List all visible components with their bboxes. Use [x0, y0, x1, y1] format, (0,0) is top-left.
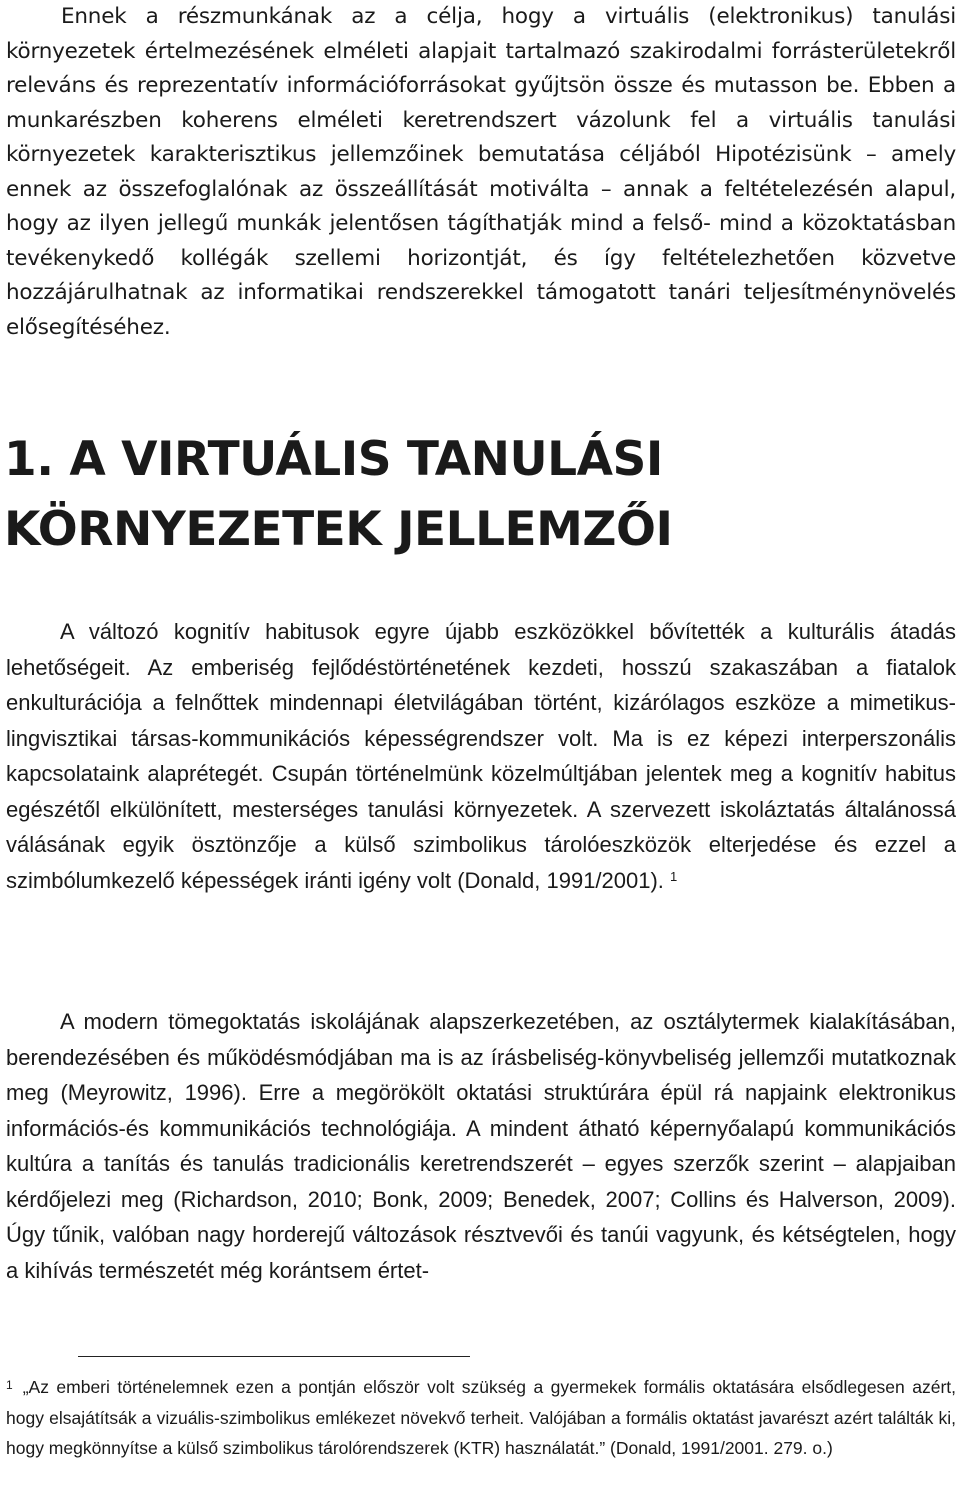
body-paragraph-2: A modern tömegoktatás iskolájának alapszerkezetében, az osztálytermek kialakításában, berendezésében és működésmódjában ma is az írásbeliség-könyvbeliség jellemzői mutatkoznak meg (Meyrowitz, 1996). Erre a megörökölt oktatási struktúrára épül rá napjaink elektronikus információs-és kommunikációs technológiája. A mindent átható képernyőalapú kommunikációs kultúra a tanítás és tanulás tradicionális keretrendszerét – egyes szerzők szerint – alapjaiban kérdőjelezi meg (Richardson, 2010; Bonk, 2009; Benedek, 2007; Collins és Halverson, 2009). Úgy tűnik, valóban nagy horderejű változások résztvevői és tanúi vagyunk, és kétségtelen, hogy a kihívás természetét még korántsem értet- — [6, 1009, 956, 1283]
section-heading — [4, 425, 954, 565]
footnote-marker: 1 — [6, 1378, 13, 1392]
body-paragraph-1 — [6, 614, 956, 898]
footnote-reference[interactable]: 1 — [670, 868, 678, 884]
footnote-text: „Az emberi történelemnek ezen a pontján először volt szükség a gyermekek formális oktatására elsődlegesen azért, hogy elsajátítsák a vizuális-szimbolikus emlékezet növekvő terheit. Valójában a formális oktatást javarészt azért találták ki, hogy megkönnyítse a külső szimbolikus tárolórendszerek (KTR) használatát.” (Donald, 1991/2001. 279. o.) — [6, 1377, 956, 1458]
footnote-separator — [78, 1356, 470, 1357]
body-paragraph-1-text: A változó kognitív habitusok egyre újabb eszközökkel bővítették a kulturális átadás lehetőségeit. Az emberiség fejlődéstörténetének kezdeti, hosszú szakaszában a fiatalok enkulturációja a felnőttek mindennapi életvilágában történt, kizárólagos eszköze a mimetikus-lingvisztikai társas-kommunikációs képességrendszer volt. Ma is ez képezi interperszonális kapcsolataink alaprétegét. Csupán történelmünk közelmúltjában jelentek meg a kognitív habitus egészétől elkülönített, mesterséges tanulási környezetek. A szervezett iskoláztatás általánossá válásának egyik ösztönzője a külső szimbolikus tárolóeszközök elterjedése és ezzel a szimbólumkezelő képességek iránti igény volt (Donald, 1991/2001). — [6, 619, 956, 893]
footnote — [6, 1372, 956, 1464]
section-heading-line-1: 1. A VIRTUÁLIS TANULÁSI — [4, 432, 663, 487]
section-heading-line-2: KÖRNYEZETEK JELLEMZŐI — [4, 502, 673, 557]
intro-paragraph: Ennek a részmunkának az a célja, hogy a virtuális (elektronikus) tanulási környezetek értelmezésének elméleti alapjait tartalmazó szakirodalmi forrásterületekről releváns és reprezentatív információforrásokat gyűjtsön össze és mutasson be. Ebben a munkarészben koherens elméleti keretrendszert vázolunk fel a virtuális tanulási környezetek karakterisztikus jellemzőinek bemutatása céljából Hipotézisünk – amely ennek az összefoglalónak az összeállítását motiválta – annak a feltételezésén alapul, hogy az ilyen jellegű munkák jelentősen tágíthatják mind a felső- mind a közoktatásban tevékenykedő kollégák szellemi horizontját, és így feltételezhetően közvetve hozzájárulhatnak az informatikai rendszerekkel támogatott tanári teljesítménynövelés elősegítéséhez. — [6, 4, 956, 340]
